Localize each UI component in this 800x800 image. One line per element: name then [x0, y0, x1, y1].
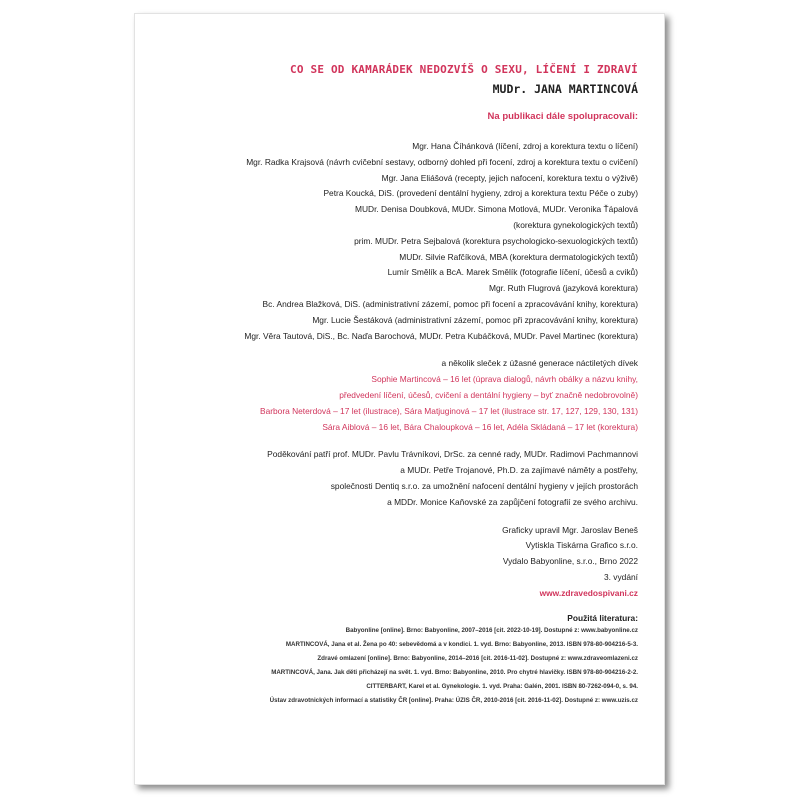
collaborator-line: (korektura gynekologických textů)	[513, 219, 638, 230]
collaborator-line: Mgr. Věra Tautová, DiS., Bc. Naďa Barochová, MUDr. Petra Kubáčková, MUDr. Pavel Martinec (korektura)	[244, 330, 638, 341]
collaborator-line: Mgr. Jana Eliášová (recepty, jejich nafocení, korektura textu o výživě)	[381, 172, 638, 183]
literature-item: MARTINCOVÁ, Jana. Jak děti přicházejí na svět. 1. vyd. Brno: Babyonline, 2010. Pro chytré hlavičky. ISBN 978-80-904216-2-2.	[271, 668, 638, 676]
literature-item: CITTERBART, Karel et al. Gynekologie. 1. vyd. Praha: Galén, 2001. ISBN 80-7262-094-0, s. 94.	[366, 682, 638, 690]
imprint-line: Vydalo Babyonline, s.r.o., Brno 2022	[502, 556, 638, 567]
girl-credit-line: Sára Aiblová – 16 let, Bára Chaloupková – 16 let, Adéla Skládaná – 17 let (korektura)	[322, 421, 638, 432]
imprint-line: Vytiskla Tiskárna Grafico s.r.o.	[525, 540, 638, 551]
imprint-line: Graficky upravil Mgr. Jaroslav Beneš	[502, 524, 638, 535]
collaborator-line: Mgr. Radka Krajsová (návrh cvičební sestavy, odborný dohled při focení, zdroj a korektura textu o cvičení)	[246, 156, 638, 167]
collaborator-line: Petra Koucká, DiS. (provedení dentální hygieny, zdroj a korektura textu Péče o zuby)	[323, 188, 638, 199]
collaborator-line: Mgr. Ruth Flugrová (jazyková korektura)	[489, 283, 638, 294]
literature-item: Babyonline [online]. Brno: Babyonline, 2007–2016 [cit. 2022-10-19]. Dostupné z: www.babyonline.cz	[345, 626, 638, 634]
collaborator-line: Mgr. Lucie Šestáková (administrativní zázemí, pomoc při zpracovávání knihy, korektura)	[312, 314, 638, 325]
thanks-line: společnosti Dentiq s.r.o. za umožnění nafocení dentální hygieny v jejích prostorách	[330, 480, 638, 491]
girl-credit-line: Barbora Neterdová – 17 let (ilustrace), Sára Matjuginová – 17 let (ilustrace str. 17, 127, 129, 130, 131)	[259, 405, 638, 416]
book-author: MUDr. JANA MARTINCOVÁ	[492, 82, 638, 96]
collaborator-line: Bc. Andrea Blažková, DiS. (administrativní zázemí, pomoc při focení a zpracovávání knihy, korektura)	[262, 298, 638, 309]
imprint-line: 3. vydání	[604, 571, 638, 582]
collaborator-line: MUDr. Silvie Rafčíková, MBA (korektura dermatologických textů)	[399, 251, 638, 262]
book-page	[134, 13, 665, 785]
thanks-line: a MUDr. Petře Trojanové, Ph.D. za zajímavé náměty a postřehy,	[400, 465, 638, 476]
collaborators-heading: Na publikaci dále spolupracovali:	[487, 111, 638, 122]
thanks-line: a MDDr. Monice Kaňovské za zapůjčení fotografií ze svého archivu.	[387, 496, 638, 507]
collaborator-line: Lumír Smělík a BcA. Marek Smělík (fotografie líčení, účesů a cviků)	[387, 267, 638, 278]
website-link[interactable]: www.zdravedospivani.cz	[539, 587, 638, 598]
literature-item: Ústav zdravotnických informací a statistiky ČR [online]. Praha: ÚZIS ČR, 2010-2016 [cit. 2016-11-02]. Dostupné z: www.uzis.cz	[269, 696, 638, 704]
book-title: CO SE OD KAMARÁDEK NEDOZVÍŠ O SEXU, LÍČENÍ I ZDRAVÍ	[290, 63, 638, 76]
girls-intro: a několik sleček z úžasné generace náctiletých dívek	[441, 358, 638, 369]
collaborator-line: Mgr. Hana Číhánková (líčení, zdroj a korektura textu o líčení)	[412, 141, 638, 151]
thanks-line: Poděkování patří prof. MUDr. Pavlu Trávníkovi, DrSc. za cenné rady, MUDr. Radimovi Pachmannovi	[267, 449, 638, 460]
girl-credit-line: předvedení líčení, účesů, cvičení a dentální hygieny – byť značně nedobrovolně)	[339, 389, 638, 400]
imprint-content	[168, 63, 638, 708]
collaborators-list	[168, 139, 638, 344]
literature-item: Zdravé omlazení [online]. Brno: Babyonline, 2014–2016 [cit. 2016-11-02]. Dostupné z: www.zdraveomlazeni.cz	[317, 654, 638, 662]
collaborator-line: prim. MUDr. Petra Sejbalová (korektura psychologicko-sexuologických textů)	[354, 235, 638, 246]
collaborator-line: MUDr. Denisa Doubková, MUDr. Simona Motlová, MUDr. Veronika Ťápalová	[355, 204, 638, 215]
literature-item: MARTINCOVÁ, Jana et al. Žena po 40: sebevědomá a v kondici. 1. vyd. Brno: Babyonline, 2013. ISBN 978-80-904216-5-3.	[285, 640, 638, 648]
literature-heading: Použitá literatura:	[567, 612, 638, 623]
girl-credit-line: Sophie Martincová – 16 let (úprava dialogů, návrh obálky a názvu knihy,	[371, 374, 638, 385]
